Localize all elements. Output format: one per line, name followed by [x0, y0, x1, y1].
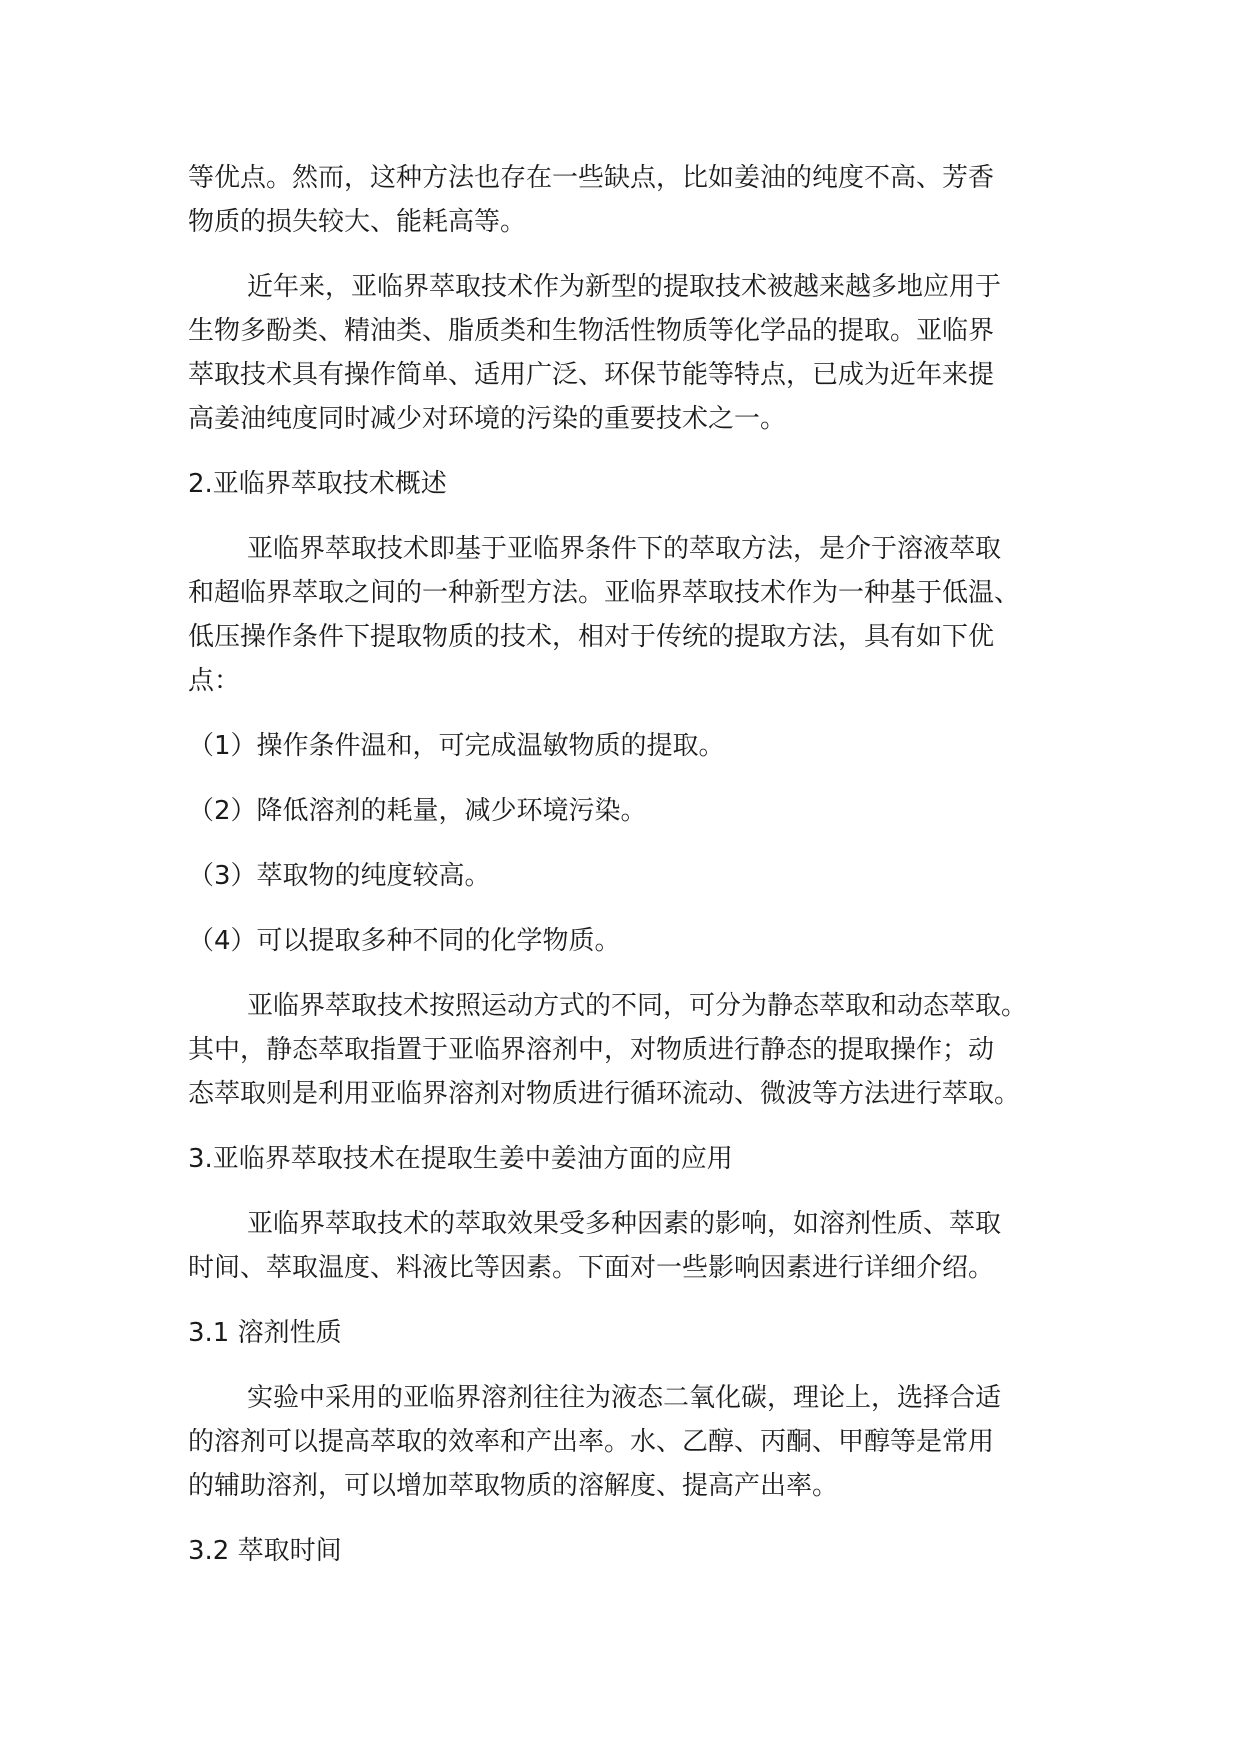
text-line: 时间、萃取温度、料液比等因素。下面对一些影响因素进行详细介绍。	[188, 1253, 995, 1283]
section-heading: 3.2 萃取时间	[188, 1536, 342, 1566]
section-heading: 3.1 溶剂性质	[188, 1318, 342, 1348]
text-line: 其中，静态萃取指置于亚临界溶剂中，对物质进行静态的提取操作；动	[188, 1035, 995, 1065]
list-item: （2）降低溶剂的耗量，减少环境污染。	[188, 796, 647, 826]
text-line: 亚临界萃取技术按照运动方式的不同，可分为静态萃取和动态萃取。	[247, 991, 1028, 1021]
body-paragraph	[188, 156, 1073, 244]
text-line: 亚临界萃取技术的萃取效果受多种因素的影响，如溶剂性质、萃取	[247, 1209, 1002, 1239]
text-line: 物质的损失较大、能耗高等。	[188, 207, 527, 237]
text-line: 萃取技术具有操作简单、适用广泛、环保节能等特点，已成为近年来提	[188, 360, 995, 390]
text-line: 生物多酚类、精油类、脂质类和生物活性物质等化学品的提取。亚临界	[188, 316, 995, 346]
text-line: 近年来，亚临界萃取技术作为新型的提取技术被越来越多地应用于	[247, 272, 1002, 302]
text-line: 亚临界萃取技术即基于亚临界条件下的萃取方法，是介于溶液萃取	[247, 534, 1002, 564]
text-line: 和超临界萃取之间的一种新型方法。亚临界萃取技术作为一种基于低温、	[188, 578, 1021, 608]
text-line: 实验中采用的亚临界溶剂往往为液态二氧化碳，理论上，选择合适	[247, 1383, 1002, 1413]
text-line: 低压操作条件下提取物质的技术，相对于传统的提取方法，具有如下优	[188, 622, 995, 652]
list-item: （4）可以提取多种不同的化学物质。	[188, 926, 621, 956]
document-body	[188, 156, 1073, 1594]
body-paragraph	[188, 984, 1073, 1116]
body-paragraph	[188, 1202, 1073, 1290]
list-item: （1）操作条件温和，可完成温敏物质的提取。	[188, 731, 725, 761]
text-line: 的溶剂可以提高萃取的效率和产出率。水、乙醇、丙酮、甲醇等是常用	[188, 1427, 995, 1457]
body-paragraph	[188, 1376, 1073, 1508]
body-paragraph	[188, 527, 1073, 703]
section-heading: 2.亚临界萃取技术概述	[188, 469, 447, 499]
text-line: 的辅助溶剂，可以增加萃取物质的溶解度、提高产出率。	[188, 1471, 839, 1501]
section-heading: 3.亚临界萃取技术在提取生姜中姜油方面的应用	[188, 1144, 733, 1174]
text-line: 态萃取则是利用亚临界溶剂对物质进行循环流动、微波等方法进行萃取。	[188, 1079, 1021, 1109]
body-paragraph	[188, 265, 1073, 441]
list-item: （3）萃取物的纯度较高。	[188, 861, 491, 891]
text-line: 点：	[188, 666, 241, 696]
text-line: 高姜油纯度同时减少对环境的污染的重要技术之一。	[188, 404, 787, 434]
text-line: 等优点。然而，这种方法也存在一些缺点，比如姜油的纯度不高、芳香	[188, 163, 995, 193]
